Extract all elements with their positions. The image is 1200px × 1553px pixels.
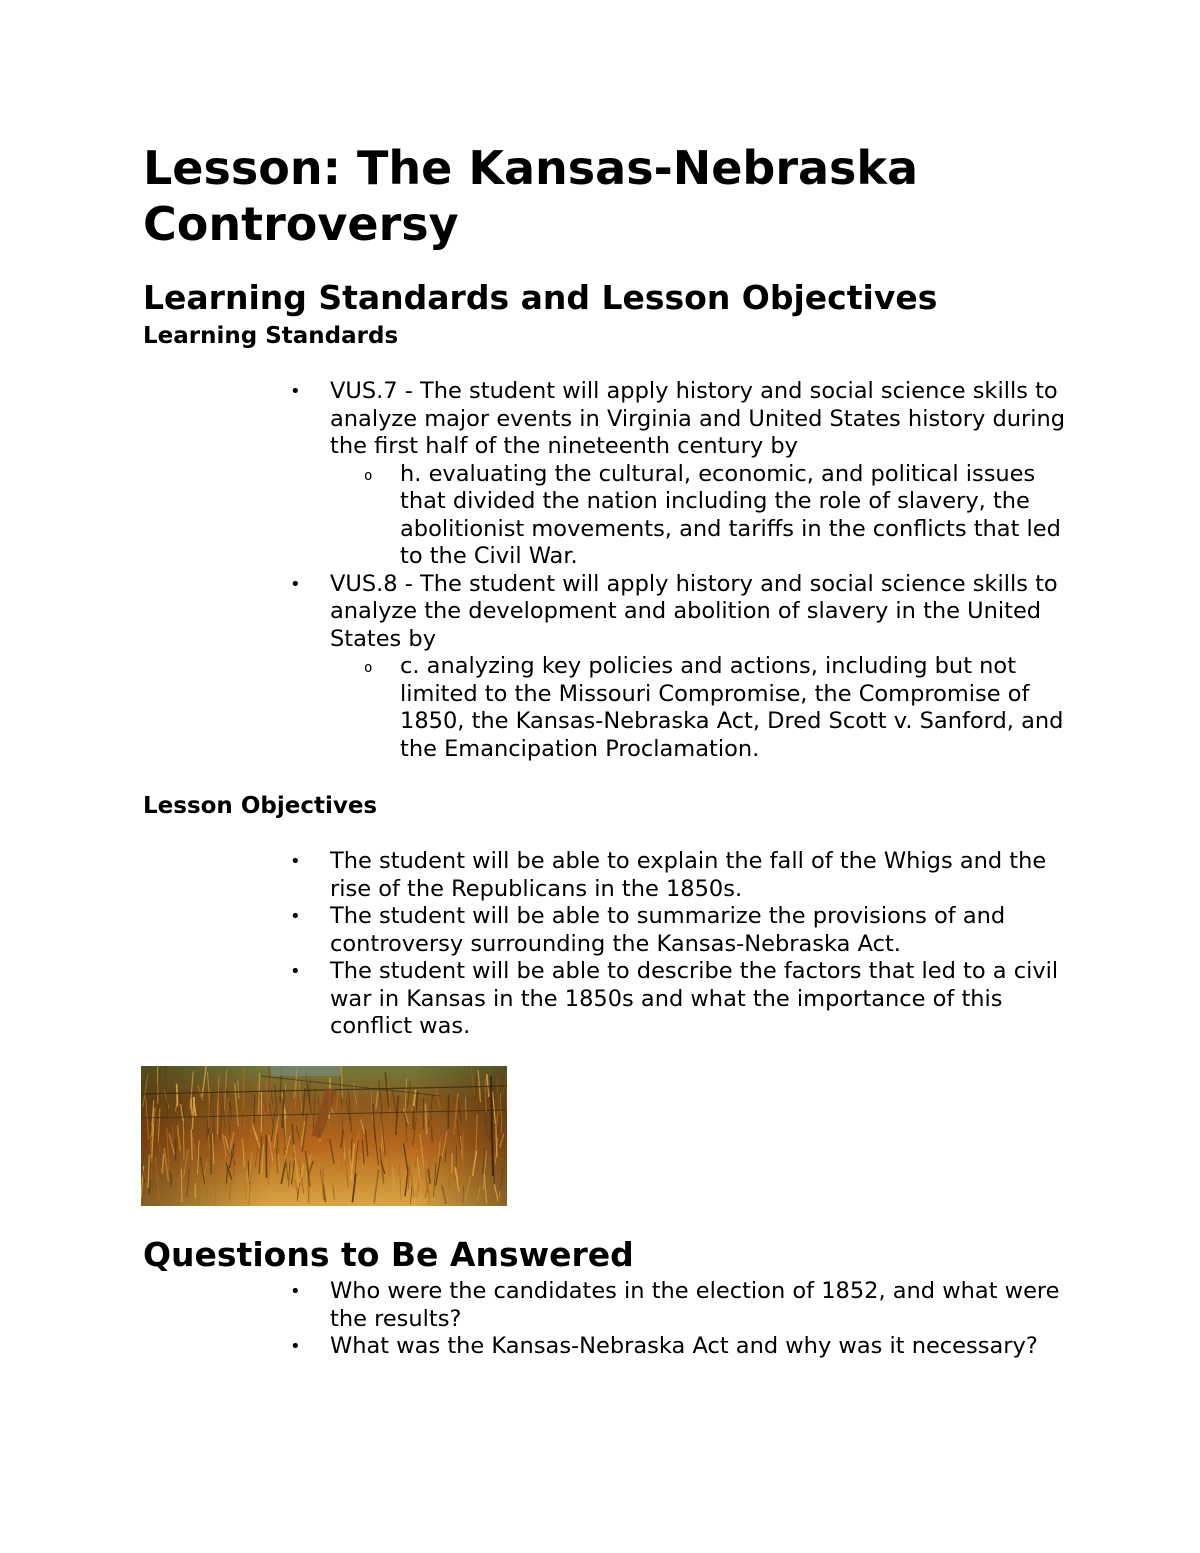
questions-heading: Questions to Be Answered	[143, 1235, 634, 1274]
learning-standards-list	[290, 378, 1070, 763]
lesson-objectives-heading: Lesson Objectives	[143, 793, 378, 819]
bullet-icon: •	[290, 851, 301, 872]
objective-text: The student will be able to summarize the provisions of and controversy surrounding the Kansas-Nebraska Act.	[330, 903, 1006, 957]
standard-text: VUS.8 - The student will apply history and social science skills to analyze the development and abolition of slavery in the United States by	[330, 570, 1058, 652]
sub-standard-text: c. analyzing key policies and actions, including but not limited to the Missouri Compromise, the Compromise of 1850, the Kansas-Nebraska Act, Dred Scott v. Sanford, and the Emancipation Proclamation.	[400, 653, 1064, 762]
list-item	[290, 1333, 1070, 1361]
questions-list	[290, 1278, 1070, 1361]
sub-standard-text: h. evaluating the cultural, economic, and political issues that divided the nation including the role of slavery, the abolitionist movements, and tariffs in the conflicts that led to the Civil War.	[400, 460, 1061, 569]
standard-text: VUS.7 - The student will apply history and social science skills to analyze major events in Virginia and United States history during the first half of the nineteenth century by	[330, 378, 1066, 459]
prairie-grass-illustration	[141, 1066, 507, 1206]
objective-text: The student will be able to describe the factors that led to a civil war in Kansas in the 1850s and what the importance of this conflict was.	[330, 958, 1059, 1039]
list-item	[290, 1278, 1070, 1333]
list-item	[290, 903, 1070, 958]
lesson-objectives-list	[290, 848, 1070, 1041]
sub-list-item	[364, 460, 1070, 571]
bullet-icon: •	[290, 381, 301, 402]
section-heading-standards-objectives: Learning Standards and Lesson Objectives	[143, 278, 938, 317]
learning-standards-heading: Learning Standards	[143, 323, 399, 349]
bullet-icon: •	[290, 906, 301, 927]
list-item	[290, 958, 1070, 1041]
bullet-icon: •	[290, 1281, 301, 1302]
bullet-icon: •	[290, 961, 301, 982]
sub-list	[330, 653, 1070, 763]
bullet-icon: •	[290, 1336, 301, 1357]
list-item	[290, 848, 1070, 903]
prairie-fence-image	[141, 1066, 507, 1206]
question-text: What was the Kansas-Nebraska Act and why was it necessary?	[330, 1333, 1038, 1359]
question-text: Who were the candidates in the election of 1852, and what were the results?	[330, 1278, 1060, 1332]
sub-bullet-icon: o	[364, 467, 373, 484]
sub-bullet-icon: o	[364, 660, 373, 676]
list-item	[290, 378, 1070, 571]
sub-list	[330, 461, 1070, 571]
sub-list-item	[364, 653, 1070, 763]
lesson-title: Lesson: The Kansas-Nebraska Controversy	[143, 141, 919, 251]
bullet-icon: •	[290, 573, 301, 595]
list-item	[290, 570, 1070, 764]
objective-text: The student will be able to explain the fall of the Whigs and the rise of the Republicans in the 1850s.	[330, 848, 1047, 902]
